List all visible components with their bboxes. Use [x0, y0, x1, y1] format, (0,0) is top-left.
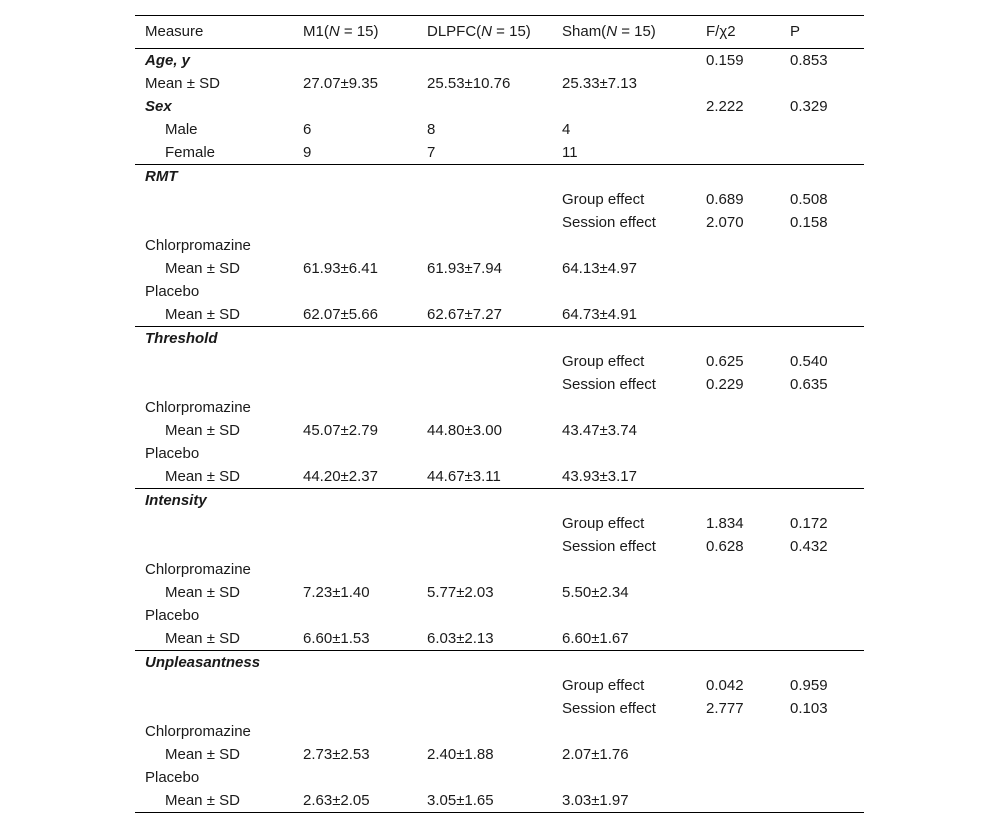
dlpfc-value: 3.05±1.65 — [427, 792, 494, 809]
p-value: 0.172 — [790, 515, 828, 532]
header-f: F/χ2 — [706, 23, 736, 40]
dlpfc-value: 44.67±3.11 — [427, 468, 501, 485]
p-value: 0.103 — [790, 700, 828, 717]
row-label: Chlorpromazine — [145, 237, 251, 254]
row-label: Session effect — [562, 214, 656, 231]
group-effect-row — [135, 350, 864, 373]
header-m1: M1(N = 15) — [303, 23, 379, 40]
age-mean-row — [135, 72, 864, 95]
sham-value: 2.07±1.76 — [562, 746, 629, 763]
row-label: Mean ± SD — [165, 630, 240, 647]
demographics-table — [135, 15, 864, 813]
sham-value: 3.03±1.97 — [562, 792, 629, 809]
placebo-mean-row — [135, 789, 864, 812]
row-label: Chlorpromazine — [145, 399, 251, 416]
row-label: Session effect — [562, 538, 656, 555]
header-sham: Sham(N = 15) — [562, 23, 656, 40]
sham-value: 11 — [562, 144, 578, 161]
row-label: Mean ± SD — [165, 422, 240, 439]
p-value: 0.959 — [790, 677, 828, 694]
header-dlpfc: DLPFC(N = 15) — [427, 23, 531, 40]
p-value: 0.158 — [790, 214, 828, 231]
f-value: 0.625 — [706, 353, 744, 370]
m1-value: 6 — [303, 121, 312, 138]
dlpfc-value: 7 — [427, 144, 436, 161]
session-effect-row — [135, 373, 864, 396]
p-value: 0.540 — [790, 353, 828, 370]
row-label: Placebo — [145, 445, 200, 462]
row-label: Male — [165, 121, 198, 138]
row-label: Group effect — [562, 353, 645, 370]
row-label: Session effect — [562, 376, 656, 393]
row-label: Mean ± SD — [165, 468, 240, 485]
sham-value: 5.50±2.34 — [562, 584, 629, 601]
group-effect-row — [135, 188, 864, 211]
header-p: P — [790, 23, 801, 40]
placebo-label-row — [135, 280, 864, 303]
p-value: 0.508 — [790, 191, 828, 208]
f-value: 2.222 — [706, 98, 744, 115]
dlpfc-value: 61.93±7.94 — [427, 260, 502, 277]
threshold-section-row — [135, 327, 864, 350]
m1-value: 2.73±2.53 — [303, 746, 370, 763]
placebo-label-row — [135, 604, 864, 627]
row-label: Mean ± SD — [165, 306, 240, 323]
intensity-section-row — [135, 489, 864, 512]
m1-value: 62.07±5.66 — [303, 306, 378, 323]
age-section-row — [135, 49, 864, 72]
f-value: 0.229 — [706, 376, 744, 393]
f-value: 2.070 — [706, 214, 744, 231]
section-title: Age, y — [145, 52, 191, 69]
m1-value: 44.20±2.37 — [303, 468, 378, 485]
sex-female-row — [135, 141, 864, 165]
sham-value: 6.60±1.67 — [562, 630, 629, 647]
session-effect-row — [135, 697, 864, 720]
f-value: 0.628 — [706, 538, 744, 555]
row-label: Chlorpromazine — [145, 723, 251, 740]
dlpfc-value: 62.67±7.27 — [427, 306, 502, 323]
dlpfc-value: 5.77±2.03 — [427, 584, 494, 601]
sham-value: 64.73±4.91 — [562, 306, 637, 323]
row-label: Placebo — [145, 769, 200, 786]
chlorpromazine-mean-row — [135, 257, 864, 280]
session-effect-row — [135, 535, 864, 558]
chlorpromazine-label-row — [135, 720, 864, 743]
row-label: Chlorpromazine — [145, 561, 251, 578]
p-value: 0.635 — [790, 376, 828, 393]
row-label: Group effect — [562, 677, 645, 694]
row-label: Mean ± SD — [165, 746, 240, 763]
f-value: 0.159 — [706, 52, 744, 69]
p-value: 0.329 — [790, 98, 828, 115]
section-title: Intensity — [145, 492, 207, 509]
dlpfc-value: 8 — [427, 121, 436, 138]
placebo-label-row — [135, 766, 864, 789]
sham-value: 43.93±3.17 — [562, 468, 637, 485]
m1-value: 6.60±1.53 — [303, 630, 370, 647]
section-title: Sex — [145, 98, 172, 115]
m1-value: 45.07±2.79 — [303, 422, 378, 439]
sham-value: 4 — [562, 121, 571, 138]
m1-value: 2.63±2.05 — [303, 792, 370, 809]
f-value: 2.777 — [706, 700, 744, 717]
m1-value: 7.23±1.40 — [303, 584, 370, 601]
dlpfc-value: 2.40±1.88 — [427, 746, 494, 763]
chlorpromazine-label-row — [135, 558, 864, 581]
unpleasantness-section-row — [135, 651, 864, 674]
section-title: Unpleasantness — [145, 654, 261, 671]
chlorpromazine-mean-row — [135, 743, 864, 766]
row-label: Group effect — [562, 515, 645, 532]
row-label: Placebo — [145, 283, 200, 300]
placebo-label-row — [135, 442, 864, 465]
sex-section-row — [135, 95, 864, 118]
section-title: Threshold — [145, 330, 218, 347]
row-label: Mean ± SD — [165, 584, 240, 601]
chlorpromazine-label-row — [135, 396, 864, 419]
row-label: Female — [165, 144, 216, 161]
dlpfc-value: 25.53±10.76 — [427, 75, 511, 92]
group-effect-row — [135, 674, 864, 697]
row-label: Placebo — [145, 607, 200, 624]
placebo-mean-row — [135, 303, 864, 327]
sham-value: 25.33±7.13 — [562, 75, 637, 92]
chlorpromazine-label-row — [135, 234, 864, 257]
m1-value: 9 — [303, 144, 312, 161]
sham-value: 64.13±4.97 — [562, 260, 637, 277]
sex-male-row — [135, 118, 864, 141]
m1-value: 61.93±6.41 — [303, 260, 378, 277]
header-measure: Measure — [145, 23, 204, 40]
p-value: 0.432 — [790, 538, 828, 555]
table-header-row — [135, 16, 864, 49]
row-label: Mean ± SD — [165, 792, 240, 809]
placebo-mean-row — [135, 627, 864, 651]
p-value: 0.853 — [790, 52, 828, 69]
row-label: Group effect — [562, 191, 645, 208]
dlpfc-value: 6.03±2.13 — [427, 630, 494, 647]
row-label: Session effect — [562, 700, 656, 717]
row-label: Mean ± SD — [165, 260, 240, 277]
rmt-section-row — [135, 165, 864, 188]
session-effect-row — [135, 211, 864, 234]
f-value: 0.689 — [706, 191, 744, 208]
m1-value: 27.07±9.35 — [303, 75, 378, 92]
placebo-mean-row — [135, 465, 864, 489]
group-effect-row — [135, 512, 864, 535]
row-label: Mean ± SD — [145, 75, 220, 92]
dlpfc-value: 44.80±3.00 — [427, 422, 502, 439]
section-title: RMT — [145, 168, 178, 185]
chlorpromazine-mean-row — [135, 419, 864, 442]
f-value: 0.042 — [706, 677, 744, 694]
chlorpromazine-mean-row — [135, 581, 864, 604]
sham-value: 43.47±3.74 — [562, 422, 637, 439]
f-value: 1.834 — [706, 515, 744, 532]
